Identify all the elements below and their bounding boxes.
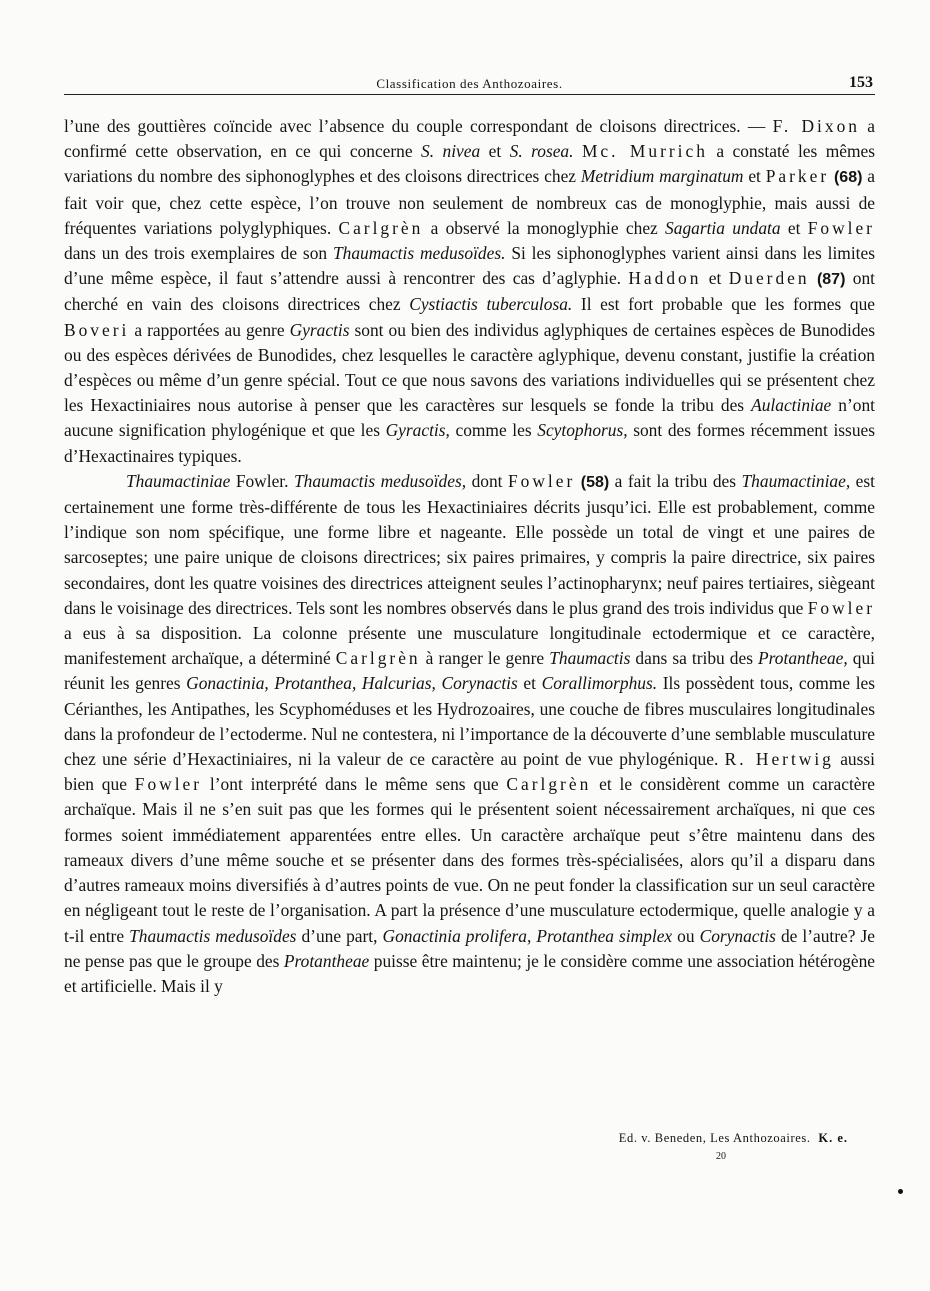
author-name: F. Dixon [772, 116, 860, 136]
italic-term: Scytophorus, [537, 420, 628, 441]
italic-term: Corynactis [699, 925, 776, 946]
italic-term: Thaumactis [549, 648, 631, 669]
italic-term: Protantheae [283, 950, 370, 971]
text-run: comme les [449, 420, 538, 441]
text-run: d’une part, [296, 925, 383, 946]
text-run: puisse être maintenu; je le considère comme une association hétérogène et artificielle. Mais il y [64, 950, 875, 996]
italic-term: Thaumactis medusoïdes, [293, 470, 467, 491]
text-run: Si les siphonoglyphes varient ainsi dans les limites d’une même espèce, il faut s’attendre aussi à rencontrer des cas d’aglyphie. [64, 243, 875, 289]
footer-citation: Ed. v. Beneden, Les Anthozoaires. [618, 1131, 811, 1145]
footer-citation-line [619, 1131, 848, 1146]
author-name: Fowler [807, 217, 875, 238]
author-name: Carlgrèn [506, 774, 592, 795]
italic-term: Metridium marginatum [580, 166, 744, 187]
text-run: qui réunit les genres [64, 648, 875, 694]
italic-term: Gyractis [289, 319, 350, 340]
author-name: Fowler [507, 470, 576, 491]
author-name: Carlgrèn [335, 648, 421, 669]
author-name: Parker [765, 166, 830, 187]
text-run: de l’autre? Je ne pense pas que le groupe des [64, 925, 876, 971]
italic-term: Protantheae, [758, 648, 848, 669]
italic-term: Corallimorphus. [541, 673, 658, 694]
reference-number: (87) [816, 271, 846, 289]
author-name: Fowler [134, 774, 203, 795]
author-name: Boveri [64, 319, 130, 340]
text-run: Ils possèdent tous, comme les Cérianthes, les Antipathes, les Scyphoméduses et les Hydrozoaires, une couche de fibres musculaires longitudinales dans la profondeur de l’ectoderme. Nul ne contestera, ni l’importance de la découverte d’une semblable musculature chez une série d’Hexactiniaires, ni la valeur de ce caractère au point de vue phylogénique. [64, 673, 876, 770]
author-name: Fowler [807, 597, 875, 618]
author-name: Haddon [628, 268, 702, 289]
text-run: Fowler. [230, 470, 294, 491]
text-run: a constaté les mêmes variations du nombre des siphonoglyphes et des cloisons directrices chez [64, 141, 875, 187]
running-header [64, 74, 875, 95]
text-run: aussi bien que [64, 749, 875, 795]
page-number: 153 [849, 74, 873, 91]
italic-term: Thaumactiniae, [741, 470, 851, 491]
text-run: a fait la tribu des [609, 470, 742, 491]
text-run: ou [672, 925, 700, 946]
italic-term: Gyractis, [385, 420, 450, 441]
text-run: sont des formes récemment issues d’Hexactinaires typiques. [64, 420, 876, 466]
text-run: a observé la monoglyphie chez [423, 217, 666, 238]
text-run [810, 268, 817, 288]
text-run: l’une des gouttières coïncide avec l’absence du couple correspondant de cloisons directrices. — [64, 116, 773, 136]
italic-term: Cystiactis tuberculosa. [409, 294, 573, 315]
italic-term: Gonactinia prolifera, Protanthea simplex [382, 925, 673, 946]
running-title: Classification des Anthozoaires. [376, 76, 563, 91]
text-run: et [701, 268, 729, 289]
text-run: à ranger le genre [420, 648, 550, 669]
italic-term: Sagartia undata [665, 217, 781, 238]
text-run: a rapportées au genre [129, 319, 290, 340]
author-name: Carlgrèn [338, 217, 424, 238]
reference-number: (68) [833, 169, 863, 187]
italic-term: Aulactiniae [751, 395, 832, 416]
body-text [64, 114, 875, 999]
sheet-number: 20 [716, 1151, 726, 1162]
text-run: a eus à sa disposition. La colonne présente une musculature longitudinale ectodermique et ce caractère, manifestement archaïque, a déterminé [64, 623, 875, 669]
text-run: n’ont aucune signification phylogénique et que les [64, 395, 876, 441]
italic-term: S. nivea [421, 141, 481, 162]
text-run: est certainement une forme très-différente de tous les Hexactiniaires décrits jusqu’ici. Elle est probablement, comme l’indique son nom spécifique, une forme libre et nageante. Elle possède un total de vingt et une paires de sarcoseptes; une paire unique de cloisons directrices; six paires primaires, y compris la paire directrice, six paires secondaires, dont les quatre voisines des directrices atteignent seules l’actinopharynx; neuf paires tertiaires, siègeant dans le voisinage des directrices. Tels sont les nombres observés dans le plus grand des trois individus que [64, 470, 875, 618]
reference-number: (58) [580, 473, 610, 491]
text-run: dans sa tribu des [630, 648, 759, 669]
italic-term: Thaumactis medusoïdes [129, 925, 297, 946]
text-run: Il est fort probable que les formes que [572, 294, 875, 315]
text-run: ont cherché en vain des cloisons directrices chez [64, 268, 875, 315]
italic-term: S. rosea. [509, 141, 574, 162]
italic-term: Thaumactiniae [126, 470, 231, 491]
text-run: a confirmé cette observation, en ce qui concerne [64, 116, 875, 162]
text-run: dans un des trois exemplaires de son [64, 243, 333, 264]
text-run: l’ont interprété dans le même sens que [202, 774, 507, 795]
text-run: dont [466, 470, 508, 491]
text-run: et [517, 673, 542, 694]
text-run: et [780, 217, 808, 238]
paragraph [64, 114, 875, 469]
text-run [573, 141, 581, 161]
text-run: sont ou bien des individus aglyphiques de certaines espèces de Bunodides ou des espèces dérivées de Bunodides, chez lesquelles le caractère aglyphique, devenu constant, justifie la création d’espèces ou même d’un genre spécial. Tout ce que nous savons des variations individuelles qui se présentent chez les Hexactiniaires nous autorise à penser que les caractères sur lesquels se fonde la tribu des [64, 319, 875, 416]
text-run: et le considèrent comme un caractère archaïque. Mais il ne s’en suit pas que les formes qui le présentent soient nécessairement archaïques, ni que ces formes soient immédiatement apparentées entre elles. Un caractère archaïque peut s’être maintenu dans des rameaux divers d’une même souche et se présenter dans des formes très-spécialisées, alors qu’il a disparu dans d’autres rameaux moins diversifiés à d’autres points de vue. On ne peut fonder la classification sur un seul caractère en négligeant tout le reste de l’organisation. A part la présence d’une musculature ectodermique, quelle analogie y a t-il entre [64, 774, 876, 946]
text-run: et [480, 141, 510, 162]
italic-term: Gonactinia, Protanthea, Halcurias, Corynactis [186, 673, 518, 694]
ink-speck [898, 1189, 903, 1194]
signature-mark: K. e. [818, 1131, 848, 1145]
author-name: Duerden [728, 268, 810, 289]
text-run: et [743, 166, 766, 187]
author-name: Mc. Murrich [581, 141, 708, 162]
paragraph [64, 469, 875, 999]
text-run: a fait voir que, chez cette espèce, l’on trouve non seulement de nombreux cas de monoglyphie, mais aussi de fréquentes variations polyglyphiques. [64, 166, 875, 238]
author-name: R. Hertwig [724, 749, 834, 770]
italic-term: Thaumactis medusoïdes. [332, 243, 506, 264]
